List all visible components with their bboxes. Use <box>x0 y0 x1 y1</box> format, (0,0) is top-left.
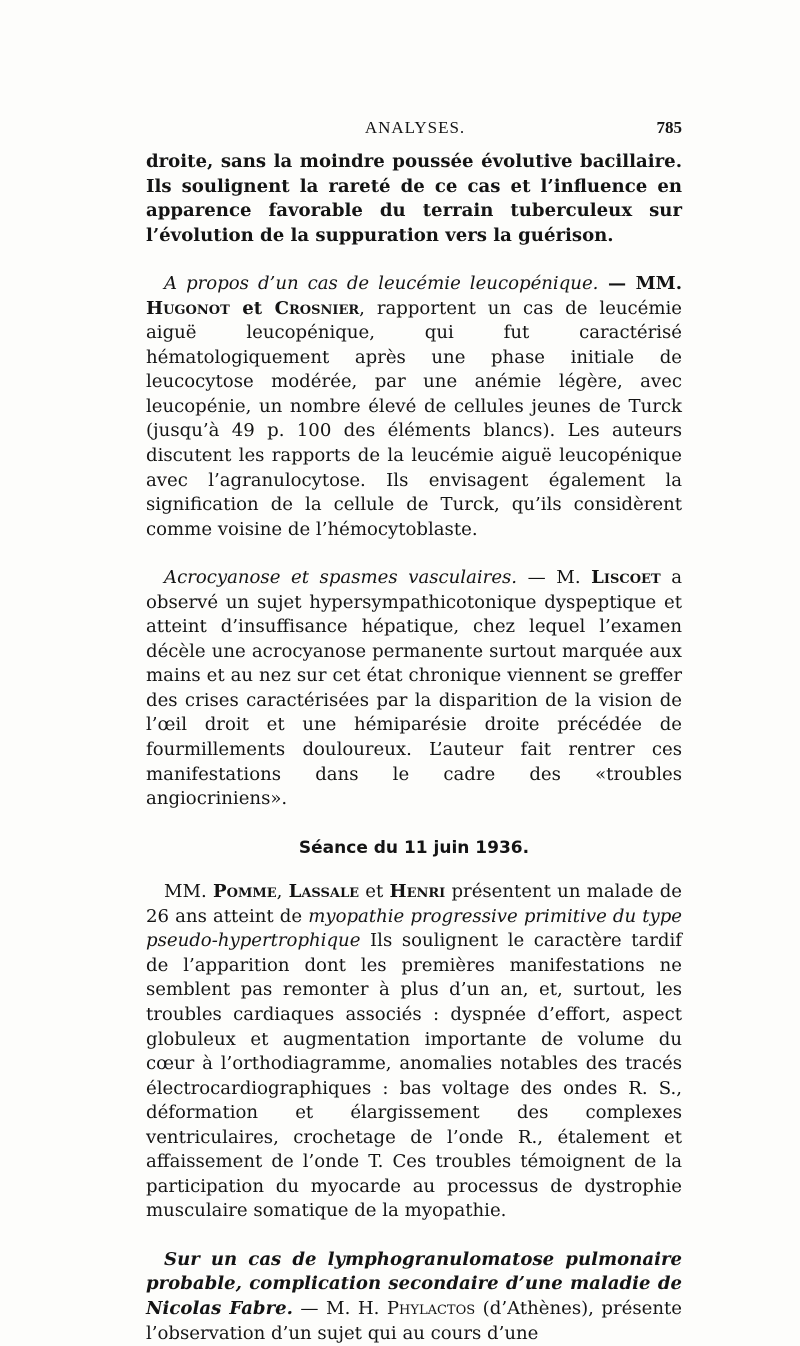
abstract-myopathie <box>146 880 682 1224</box>
spacer <box>146 860 682 880</box>
conjunction: et <box>359 881 390 903</box>
spacer <box>146 1224 682 1248</box>
separator: , <box>276 881 289 903</box>
abstract-leucemie <box>146 272 682 542</box>
abstract-dash: — M. <box>517 567 592 589</box>
abstract-text: (d’Athènes), présente l’observation d’un sujet qui au cours d’une <box>146 1297 682 1344</box>
author-name: Crosnier <box>274 297 360 319</box>
author-name: Pomme <box>213 881 277 903</box>
author-name: Liscoet <box>591 567 661 589</box>
conjunction: et <box>229 297 275 319</box>
session-heading: Séance du 11 juin 1936. <box>298 837 530 858</box>
spacer <box>146 542 682 566</box>
abstract-title: Acrocyanose et spasmes vasculaires. <box>164 567 518 589</box>
abstract-dash: — M. H. <box>292 1297 387 1319</box>
author-name: Phylactos <box>386 1297 476 1319</box>
abstract-title: Sur un cas de lymphogranulomatose pulmonaire probable, complication secondaire d’une maladie de Nicolas Fabre. <box>146 1248 682 1319</box>
abstract-lymphogranulomatose <box>146 1248 682 1346</box>
running-header <box>148 118 682 142</box>
abstract-title: A propos d’un cas de leucémie leucopénique. <box>164 273 599 295</box>
diagnosis-italic: myopathie progressive primitive du type pseudo-hypertrophique <box>146 905 682 952</box>
abstract-text: a observé un sujet hypersympathicotonique dyspeptique et atteint d’insuffisance hépatique, chez lequel l’examen décèle une acrocyanose permanente surtout marquée aux mains et au nez sur cet état chronique viennent se greffer des crises caractérisées par la disparition de la vision de l’œil droit et une hémiparésie droite précédée de fourmillements douloureux. L’auteur fait rentrer ces manifestations dans le cadre des «troubles angiocriniens». <box>146 567 682 810</box>
page-number: 785 <box>656 118 682 137</box>
abstract-acrocyanose <box>146 566 682 811</box>
paragraph-continuation <box>146 150 682 248</box>
abstract-lead: MM. <box>164 881 214 903</box>
paragraph-text: droite, sans la moindre poussée évolutive bacillaire. Ils soulignent la rareté de ce cas et l’influence en apparence favorable du terrain tuberculeux sur l’évolution de la suppuration vers la guérison. <box>146 151 682 246</box>
spacer <box>146 248 682 272</box>
abstract-dash: — MM. <box>598 273 682 295</box>
abstract-text: , rapportent un cas de leucémie aiguë leucopénique, qui fut caractérisé hématologiquement après une phase initiale de leucocytose modérée, par une anémie légère, avec leucopénie, un nombre élevé de cellules jeunes de Turck (jusqu’à 49 p. 100 des éléments blancs). Les auteurs discutent les rapports de la leucémie aiguë leucopénique avec l’agranulocytose. Ils envisagent également la signification de la cellule de Turck, qu’ils considèrent comme voisine de l’hémocytoblaste. <box>146 297 682 540</box>
abstract-text: présentent un malade de 26 ans atteint de <box>146 881 682 927</box>
author-name: Hugonot <box>146 297 230 319</box>
page-body <box>146 150 682 1346</box>
abstract-text: Ils soulignent le caractère tardif de l’apparition dont les premières manifestations ne semblent pas remonter à plus d’un an, et, surtout, les troubles cardiaques associés : dyspnée d’effort, aspect globuleux et augmentation importante de volume du cœur à l’orthodiagramme, anomalies notables des tracés électrocardiographiques : bas voltage des ondes R. S., déformation et élargissement des complexes ventriculaires, crochetage de l’onde R., étalement et affaissement de l’onde T. Ces troubles témoignent de la participation du myocarde au processus de dystrophie musculaire somatique de la myopathie. <box>146 930 682 1222</box>
author-name: Lassale <box>288 881 360 903</box>
spacer <box>146 812 682 836</box>
running-title: ANALYSES. <box>364 118 466 137</box>
author-name: Henri <box>389 881 446 903</box>
